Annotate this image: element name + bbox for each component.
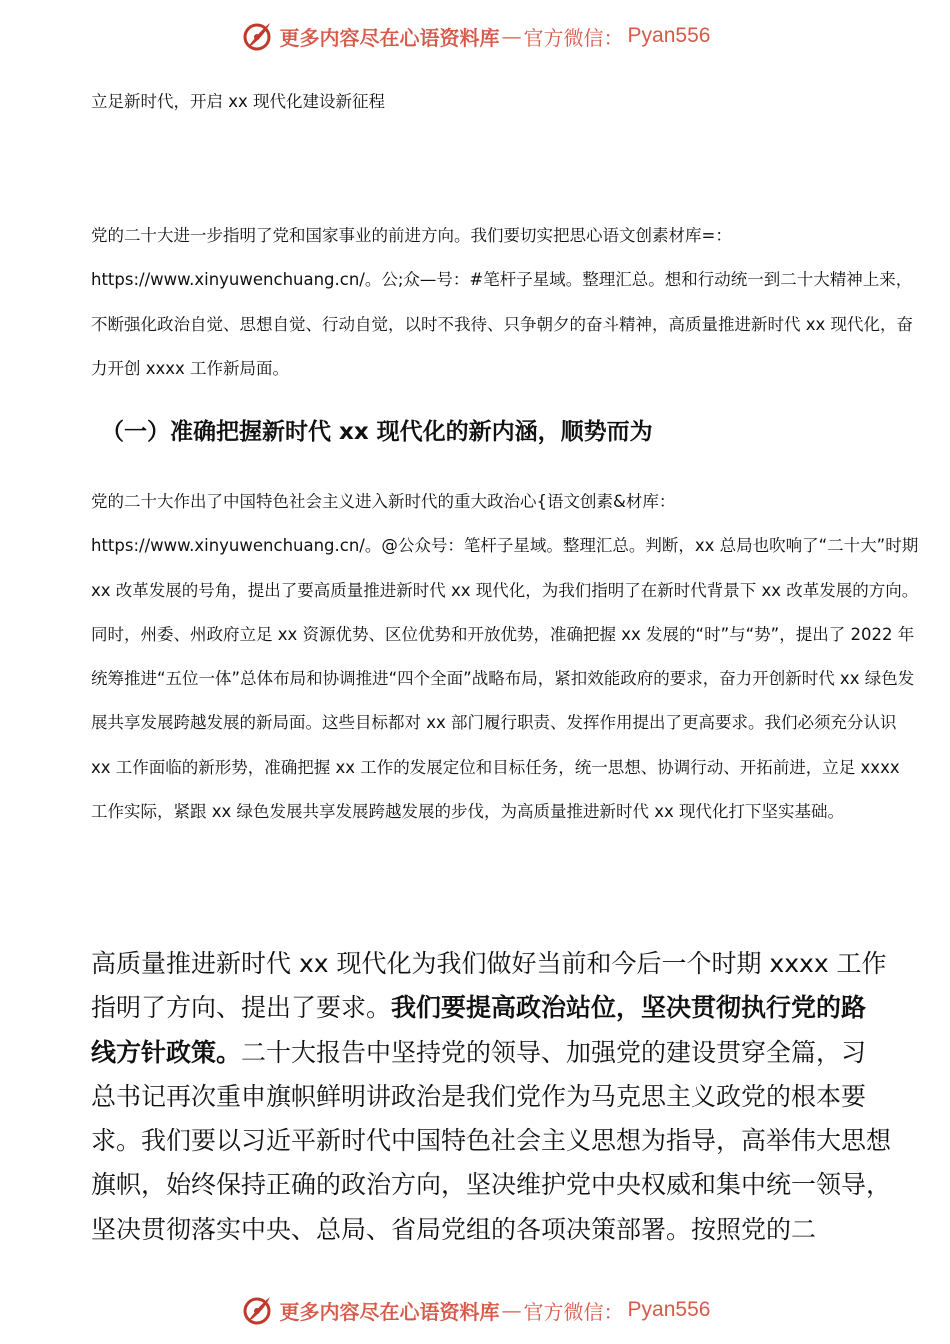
watermark-wechat-id: Pyan556 bbox=[627, 1298, 711, 1321]
watermark-wechat-label: 官方微信： bbox=[523, 25, 624, 50]
paragraph-intro: 党的二十大进一步指明了党和国家事业的前进方向。我们要切实把思心语文创素材库=：https://www.xinyuwenchuang.cn/。公;众—号：#笔杆子星域。整理汇总。想和行动统一到二十大精神上来，不断强化政治自觉、思想自觉、行动自觉，以时不我待、只争朝夕的奋斗精神，高质量推进新时代 xx 现代化，奋力开创 xxxx 工作新局面。 bbox=[91, 226, 914, 378]
watermark-separator: — bbox=[501, 24, 522, 48]
section-heading: （一）准确把握新时代 xx 现代化的新内涵，顺势而为 bbox=[101, 419, 653, 445]
footer-watermark bbox=[0, 1290, 950, 1330]
paragraph-emphasis-rest: 二十大报告中坚持党的领导、加强党的建设贯穿全篇，习总书记再次重申旗帜鲜明讲政治是我们党作为马克思主义政党的根本要求。我们要以习近平新时代中国特色社会主义思想为指导，高举伟大思想旗帜，始终保持正确的政治方向，坚决维护党中央权威和集中统一领导，坚决贯彻落实中央、总局、省局党组的各项决策部署。按照党的二 bbox=[91, 1037, 892, 1244]
document-title: 立足新时代，开启 xx 现代化建设新征程 bbox=[91, 92, 386, 111]
quill-circle-logo-icon bbox=[240, 19, 274, 53]
paragraph-emphasis-bold: 我们要提高政治站位，坚决贯彻执行党的路线方针政策。 bbox=[91, 993, 867, 1067]
watermark-wechat-label: 官方微信： bbox=[523, 1299, 624, 1324]
paragraph-emphasis-lead: 高质量推进新时代 xx 现代化为我们做好当前和今后一个时期 xxxx 工作指明了方向、提出了要求。 bbox=[91, 949, 887, 1023]
header-watermark bbox=[0, 16, 950, 56]
paragraph-section-one: 党的二十大作出了中国特色社会主义进入新时代的重大政治心{语文创素&材库：https://www.xinyuwenchuang.cn/。@公众号：笔杆子星域。整理汇总。判断，xx 总局也吹响了“二十大”时期 xx 改革发展的号角，提出了要高质量推进新时代 xx 现代化，为我们指明了在新时代背景下 xx 改革发展的方向。同时，州委、州政府立足 xx 资源优势、区位优势和开放优势，准确把握 xx 发展的“时”与“势”，提出了 2022 年统筹推进“五位一体”总体布局和协调推进“四个全面”战略布局，紧扣效能政府的要求，奋力开创新时代 xx 绿色发展共享发展跨越发展的新局面。这些目标都对 xx 部门履行职责、发挥作用提出了更高要求。我们必须充分认识 xx 工作面临的新形势，准确把握 xx 工作的发展定位和目标任务，统一思想、协调行动、开拓前进，立足 xxxx 工作实际，紧跟 xx 绿色发展共享发展跨越发展的步伐，为高质量推进新时代 xx 现代化打下坚实基础。 bbox=[91, 492, 919, 822]
watermark-separator: — bbox=[501, 1298, 522, 1322]
watermark-brand: 更多内容尽在心语资料库 bbox=[279, 25, 500, 50]
quill-circle-logo-icon bbox=[240, 1293, 274, 1327]
watermark-wechat-id: Pyan556 bbox=[627, 24, 711, 47]
paragraph-emphasis bbox=[91, 942, 891, 1252]
watermark-brand: 更多内容尽在心语资料库 bbox=[279, 1299, 500, 1324]
